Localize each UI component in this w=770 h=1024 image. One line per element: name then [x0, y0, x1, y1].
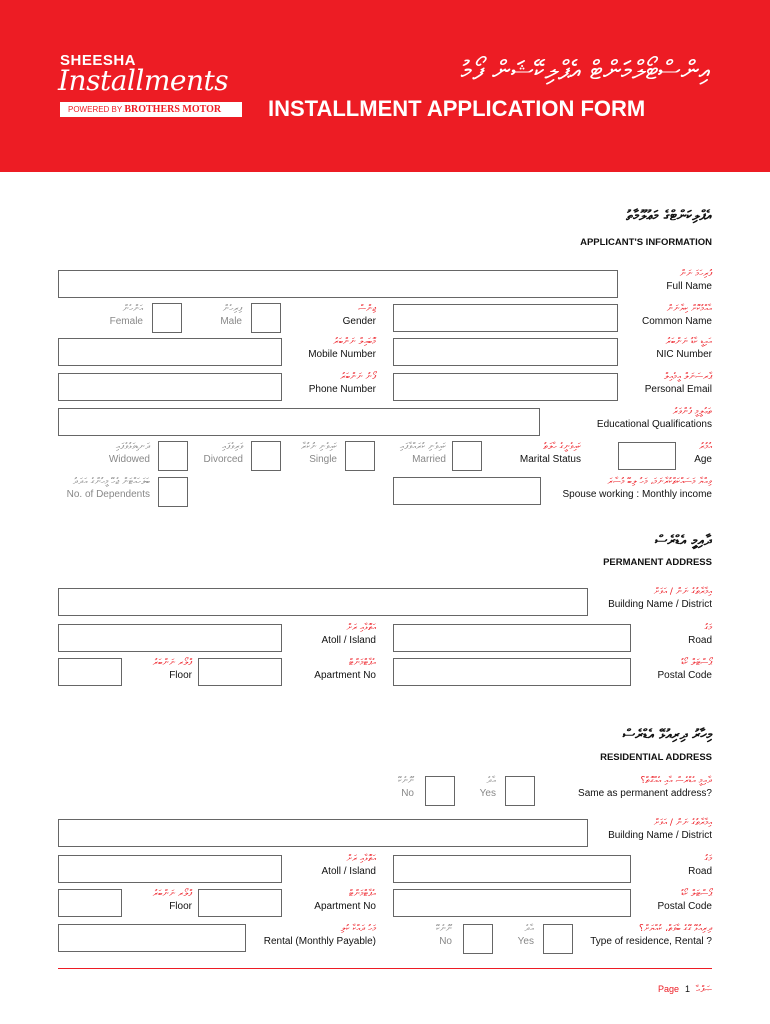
mobile-field[interactable] — [58, 338, 282, 366]
phone-label: ފޯނު ނަންބަރު Phone Number — [308, 372, 376, 395]
perm-building-field[interactable] — [58, 588, 588, 616]
same-address-label: ދާއިމީ އެޑްރެސް އާއި އެއްގޮތް؟ Same as permanent address? — [578, 776, 712, 799]
age-label: އުމުރު Age — [694, 442, 712, 465]
logo-brand-top: SHEESHA — [60, 52, 137, 69]
perm-building-label: އިމާރާތުގެ ނަން / އަވަށް Building Name / District — [608, 587, 712, 610]
full-name-field[interactable] — [58, 270, 618, 298]
same-address-yes-label: އާދެ Yes — [479, 776, 496, 799]
footer-divider — [58, 968, 712, 969]
common-name-label: އާއްމުކޮށް ކިޔާނަން Common Name — [641, 304, 712, 327]
residential-section-title-dv: މިހާރު ދިރިއުޅޭ އެޑްރެސް — [622, 727, 712, 743]
perm-apartment-label: އެޕާޓްމަންޓް Apartment No — [314, 658, 376, 681]
powered-by-text: POWERED BY — [68, 105, 123, 114]
nic-field[interactable] — [393, 338, 618, 366]
nic-label: އައިޑީ ކާޑު ނަންބަރު NIC Number — [656, 337, 712, 360]
res-postal-field[interactable] — [393, 889, 631, 917]
res-building-label: އިމާރާތުގެ ނަން / އަވަށް Building Name / District — [608, 818, 712, 841]
perm-apartment-field[interactable] — [198, 658, 282, 686]
residence-rental-no-label: ނޫނެކޭ No — [436, 924, 452, 947]
res-postal-label: ޕޯސްޓަލް ކޯޑު Postal Code — [657, 889, 712, 912]
rental-monthly-field[interactable] — [58, 924, 246, 952]
res-atoll-field[interactable] — [58, 855, 282, 883]
perm-floor-field[interactable] — [58, 658, 122, 686]
powered-by-brand: BROTHERS MOTOR — [124, 104, 222, 115]
res-building-field[interactable] — [58, 819, 588, 847]
perm-postal-field[interactable] — [393, 658, 631, 686]
marital-single-label: ކައިވެނި ނުކުރާ Single — [301, 442, 337, 465]
same-address-no-checkbox[interactable] — [425, 776, 455, 806]
logo-brand-script: Installments — [58, 64, 229, 97]
res-road-label: މަގު Road — [688, 854, 712, 877]
form-title-dhivehi: އިންސްޓޯލްމަންޓް އެޕްލިކޭޝަން ފޯމު — [460, 56, 710, 86]
gender-female-label: އަންހެން Female — [109, 304, 143, 327]
applicant-section-title: APPLICANT'S INFORMATION — [580, 237, 712, 248]
res-atoll-label: އަތޮޅާއި ރަށް Atoll / Island — [321, 854, 376, 877]
permanent-section-title: PERMANENT ADDRESS — [603, 557, 712, 568]
education-label: ތަޢުލީމީ ފެންވަރު Educational Qualifications — [596, 407, 712, 430]
res-road-field[interactable] — [393, 855, 631, 883]
marital-divorced-checkbox[interactable] — [251, 441, 281, 471]
phone-field[interactable] — [58, 373, 282, 401]
marital-married-checkbox[interactable] — [452, 441, 482, 471]
email-field[interactable] — [393, 373, 618, 401]
perm-postal-label: ޕޯސްޓަލް ކޯޑު Postal Code — [657, 658, 712, 681]
education-field[interactable] — [58, 408, 540, 436]
gender-male-label: ފިރިހެން Male — [220, 304, 242, 327]
rental-monthly-label: މަހު ދައްކާ ކުލި Rental (Monthly Payable) — [263, 924, 376, 947]
res-floor-label: ފްލޯރ ނަންބަރު Floor — [152, 889, 192, 912]
applicant-section-title-dv: އެޕްލިކަންޓްގެ މަޢުލޫމާތު — [626, 208, 712, 224]
mobile-label: މޮބައިލް ނަންބަރު Mobile Number — [308, 337, 376, 360]
full-name-label: ފުރިހަމަ ނަން Full Name — [666, 269, 712, 292]
dependents-field[interactable] — [158, 477, 188, 507]
marital-divorced-label: ވަރިވެފައި Divorced — [203, 442, 243, 465]
residence-rental-yes-checkbox[interactable] — [543, 924, 573, 954]
same-address-no-label: ނޫނެކޭ No — [398, 776, 414, 799]
page-label-dv: ޞަފްޙާ — [695, 984, 712, 994]
page-number: 1 — [684, 984, 690, 994]
res-apartment-label: އެޕާޓްމަންޓް Apartment No — [314, 889, 376, 912]
permanent-section-title-dv: ދާއިމީ އެޑްރެސް — [654, 533, 712, 549]
perm-atoll-label: އަތޮޅާއި ރަށް Atoll / Island — [321, 623, 376, 646]
gender-female-checkbox[interactable] — [152, 303, 182, 333]
residence-rental-no-checkbox[interactable] — [463, 924, 493, 954]
same-address-yes-checkbox[interactable] — [505, 776, 535, 806]
gender-label: ޖިންސް Gender — [342, 304, 376, 327]
res-apartment-field[interactable] — [198, 889, 282, 917]
residence-rental-yes-label: އާދެ Yes — [517, 924, 534, 947]
header-banner — [0, 0, 770, 172]
sheesha-logo — [58, 52, 248, 122]
residence-type-label: ދިރިއުޅޭ ގޭގެ ބާވަތް، ކުއްޔަށް؟ Type of residence, Rental ? — [590, 924, 712, 947]
common-name-field[interactable] — [393, 304, 618, 332]
marital-widowed-label: ދަނޑިވަޅުވެފައި Widowed — [108, 442, 150, 465]
age-field[interactable] — [618, 442, 676, 470]
spouse-income-field[interactable] — [393, 477, 541, 505]
res-floor-field[interactable] — [58, 889, 122, 917]
residential-section-title: RESIDENTIAL ADDRESS — [600, 752, 712, 763]
perm-floor-label: ފްލޯރ ނަންބަރު Floor — [152, 658, 192, 681]
page-indicator — [652, 984, 712, 995]
form-title: INSTALLMENT APPLICATION FORM — [268, 96, 646, 121]
marital-widowed-checkbox[interactable] — [158, 441, 188, 471]
marital-married-label: ކައިވެނި ކުރައްވާފައި Married — [399, 442, 446, 465]
gender-male-checkbox[interactable] — [251, 303, 281, 333]
marital-single-checkbox[interactable] — [345, 441, 375, 471]
perm-road-field[interactable] — [393, 624, 631, 652]
logo-powered-by — [60, 102, 242, 117]
perm-road-label: މަގު Road — [688, 623, 712, 646]
page-label: Page — [657, 984, 679, 994]
spouse-income-label: ވިއްޔާ މަސައްކަތްކުރާނަމަ، މަހު ލިބޭ މުސާރަ Spouse working : Monthly income — [562, 477, 712, 500]
email-label: ޕާރސަނަލް އީމެއިލް Personal Email — [644, 372, 712, 395]
marital-status-label: ކައިވެނީގެ ހާލަތު Marital Status — [519, 442, 581, 465]
perm-atoll-field[interactable] — [58, 624, 282, 652]
dependents-label: ބަލަހައްޓަން ޖެހޭ މީހުންގެ އަދަދު No. of Dependents — [66, 477, 150, 500]
